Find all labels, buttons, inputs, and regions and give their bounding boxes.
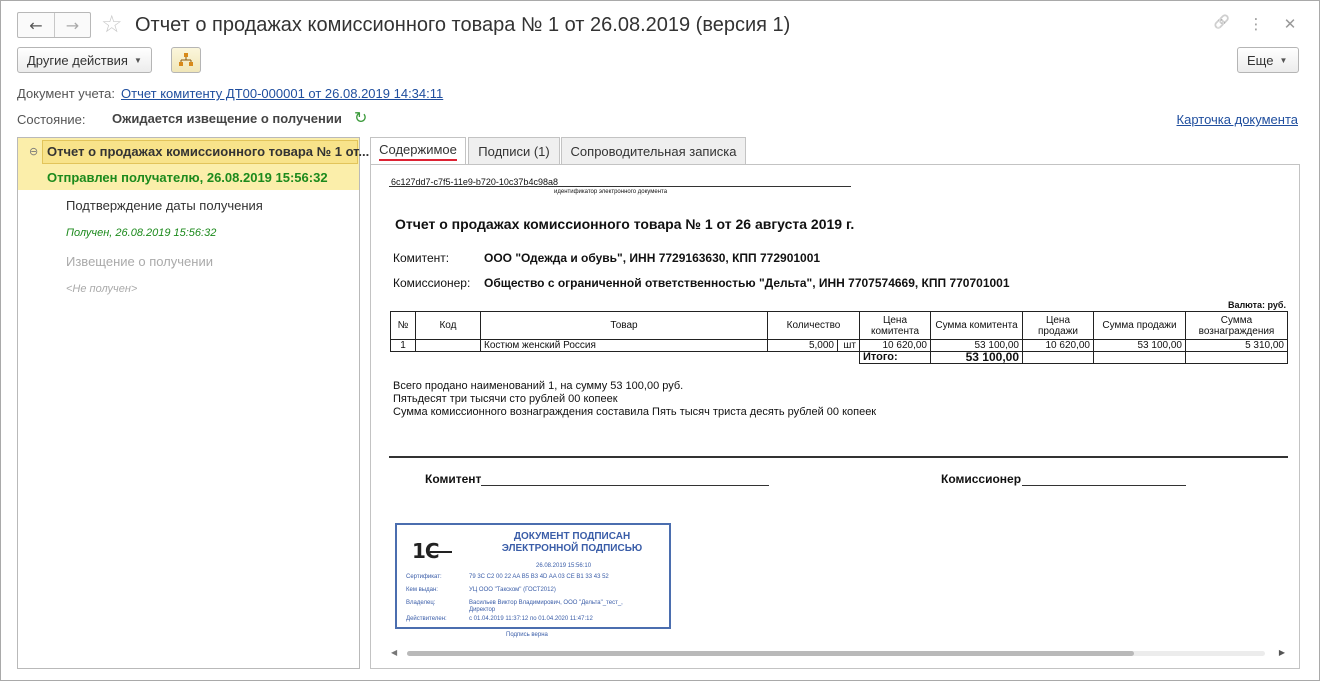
stamp-heading: ЭЛЕКТРОННОЙ ПОДПИСЬЮ: [501, 543, 643, 554]
stamp-issuer-value: УЦ ООО "Такском" (ГОСТ2012): [469, 587, 556, 593]
window-title: Отчет о продажах комиссионного товара № 1 от 26.08.2019 (версия 1): [135, 14, 791, 36]
stamp-date: 26.08.2019 15:56:10: [536, 563, 592, 569]
document-id-caption: идентификатор электронного документа: [554, 189, 668, 195]
stamp-cert-value: 79 3C C2 00 22 AA B5 B3 4D AA 03 CE B1 33 43 52: [469, 574, 609, 580]
back-button[interactable]: [18, 13, 54, 37]
committent-value: ООО "Одежда и обувь", ИНН 7729163630, КПП 772901001: [484, 251, 821, 265]
more-button[interactable]: [1237, 47, 1299, 73]
summary-line: Пятьдесят три тысячи сто рублей 00 копеек: [393, 393, 618, 405]
state-label: Состояние:: [17, 112, 86, 127]
menu-icon[interactable]: ⋮: [1248, 15, 1264, 33]
cell-sum-committent: 53 100,00: [931, 340, 1023, 352]
sign-committent-label: Комитент: [425, 472, 482, 486]
cell-sum-sale: 53 100,00: [1094, 340, 1186, 352]
tree-root-label: Отчет о продажах комиссионного товара № 1 от...: [47, 144, 370, 159]
col-qty: Количество: [768, 312, 860, 340]
other-actions-button[interactable]: [17, 47, 152, 73]
signature-verified: Подпись верна: [506, 632, 548, 638]
star-icon[interactable]: ☆: [101, 10, 123, 38]
col-price-sale: Цена продажи: [1023, 312, 1094, 340]
summary-line: Сумма комиссионного вознаграждения составила Пять тысяч триста десять рублей 00 копеек: [393, 406, 877, 418]
report-title: Отчет о продажах комиссионного товара № 1 от 26 августа 2019 г.: [395, 216, 855, 232]
tree-item-status: Получен, 26.08.2019 15:56:32: [66, 227, 217, 239]
navigation-buttons: [17, 12, 91, 38]
table-header-row: [391, 312, 1288, 340]
other-actions-label: Другие действия: [27, 52, 128, 68]
tree-item-date-confirmation[interactable]: Подтверждение даты получения: [66, 198, 263, 213]
cell-code: [416, 340, 481, 352]
cell-reward: 5 310,00: [1186, 340, 1288, 352]
tab-content[interactable]: [370, 137, 466, 165]
goods-table: [390, 311, 1288, 364]
tab-signatures[interactable]: [468, 137, 560, 164]
doc-account-link[interactable]: Отчет комитенту ДТ00-000001 от 26.08.2019 14:34:11: [121, 86, 444, 101]
cell-price-sale: 10 620,00: [1023, 340, 1094, 352]
committent-label: Комитент:: [393, 251, 450, 265]
arrow-left-icon: ←: [29, 15, 43, 35]
arrow-right-icon: →: [65, 15, 80, 35]
chevron-down-icon: ▼: [1279, 55, 1288, 65]
stamp-cert-label: Сертификат:: [406, 574, 442, 580]
commissioner-label: Комиссионер:: [393, 276, 471, 290]
cell-unit: шт: [838, 340, 860, 352]
scroll-right-icon[interactable]: ▶: [1278, 648, 1285, 657]
more-label: Еще: [1247, 52, 1274, 68]
col-reward: Сумма вознаграждения: [1186, 312, 1288, 340]
stamp-valid-label: Действителен:: [406, 616, 447, 622]
col-sum-committent: Сумма комитента: [931, 312, 1023, 340]
cell-num: 1: [391, 340, 416, 352]
scroll-thumb[interactable]: [407, 651, 1134, 656]
logo-1c: 1С: [412, 539, 439, 563]
document-structure-button[interactable]: [171, 47, 201, 73]
refresh-icon[interactable]: ↻: [354, 108, 368, 127]
chevron-down-icon: ▼: [133, 55, 142, 65]
link-icon[interactable]: 🔗: [1213, 15, 1231, 30]
e-signature-stamp: [395, 523, 671, 629]
exchange-tree: [17, 137, 370, 669]
col-goods: Товар: [481, 312, 768, 340]
printed-form: [371, 165, 1300, 669]
forward-button[interactable]: [54, 13, 90, 37]
table-total-row: [391, 352, 1288, 364]
stamp-issuer-label: Кем выдан:: [406, 587, 438, 593]
tree-root-status: Отправлен получателю, 26.08.2019 15:56:32: [47, 170, 328, 185]
cell-goods: Костюм женский Россия: [481, 340, 768, 352]
col-num: №: [391, 312, 416, 340]
stamp-owner-value: Васильев Виктор Владимирович, ООО "Дельта"_тест_,: [469, 600, 623, 606]
window-actions: [1213, 15, 1299, 33]
hierarchy-icon: [178, 52, 194, 68]
stamp-valid-value: с 01.04.2019 11:37:12 по 01.04.2020 11:47:12: [469, 616, 593, 622]
cell-qty: 5,000: [768, 340, 838, 352]
tab-cover-note[interactable]: [561, 137, 746, 164]
col-sum-sale: Сумма продажи: [1094, 312, 1186, 340]
col-price-committent: Цена комитента: [860, 312, 931, 340]
doc-account-label: Документ учета:: [17, 86, 116, 101]
collapse-icon[interactable]: ⊖: [29, 145, 39, 158]
tab-label: Содержимое: [379, 142, 457, 161]
tree-item-status: <Не получен>: [66, 283, 138, 295]
scroll-left-icon[interactable]: ◀: [391, 648, 398, 657]
cell-price-committent: 10 620,00: [860, 340, 931, 352]
stamp-owner-value: Директор: [469, 607, 496, 613]
tree-root-row[interactable]: [18, 138, 370, 190]
summary-line: Всего продано наименований 1, на сумму 53 100,00 руб.: [393, 380, 684, 392]
tree-item-receipt-notice[interactable]: Извещение о получении: [66, 254, 213, 269]
stamp-owner-label: Владелец:: [406, 600, 436, 606]
close-icon[interactable]: ✕: [1283, 15, 1297, 33]
tab-label: Подписи (1): [478, 143, 550, 159]
horizontal-scrollbar[interactable]: [389, 648, 1287, 658]
col-code: Код: [416, 312, 481, 340]
document-id: 6c127dd7-c7f5-11e9-b720-10c37b4c98a8: [391, 177, 558, 187]
currency: Валюта: руб.: [1227, 300, 1286, 310]
table-row: [391, 340, 1288, 352]
document-viewer: [370, 164, 1300, 669]
total-label: Итого:: [860, 352, 931, 364]
tab-label: Сопроводительная записка: [570, 143, 737, 159]
document-card-link[interactable]: Карточка документа: [1176, 112, 1298, 127]
stamp-heading: ДОКУМЕНТ ПОДПИСАН: [513, 531, 631, 542]
commissioner-value: Общество с ограниченной ответственностью "Дельта", ИНН 7707574669, КПП 770701001: [484, 276, 1010, 290]
sign-commissioner-label: Комиссионер: [941, 472, 1022, 486]
state-value: Ожидается извещение о получении: [112, 111, 342, 126]
total-value: 53 100,00: [931, 352, 1023, 364]
